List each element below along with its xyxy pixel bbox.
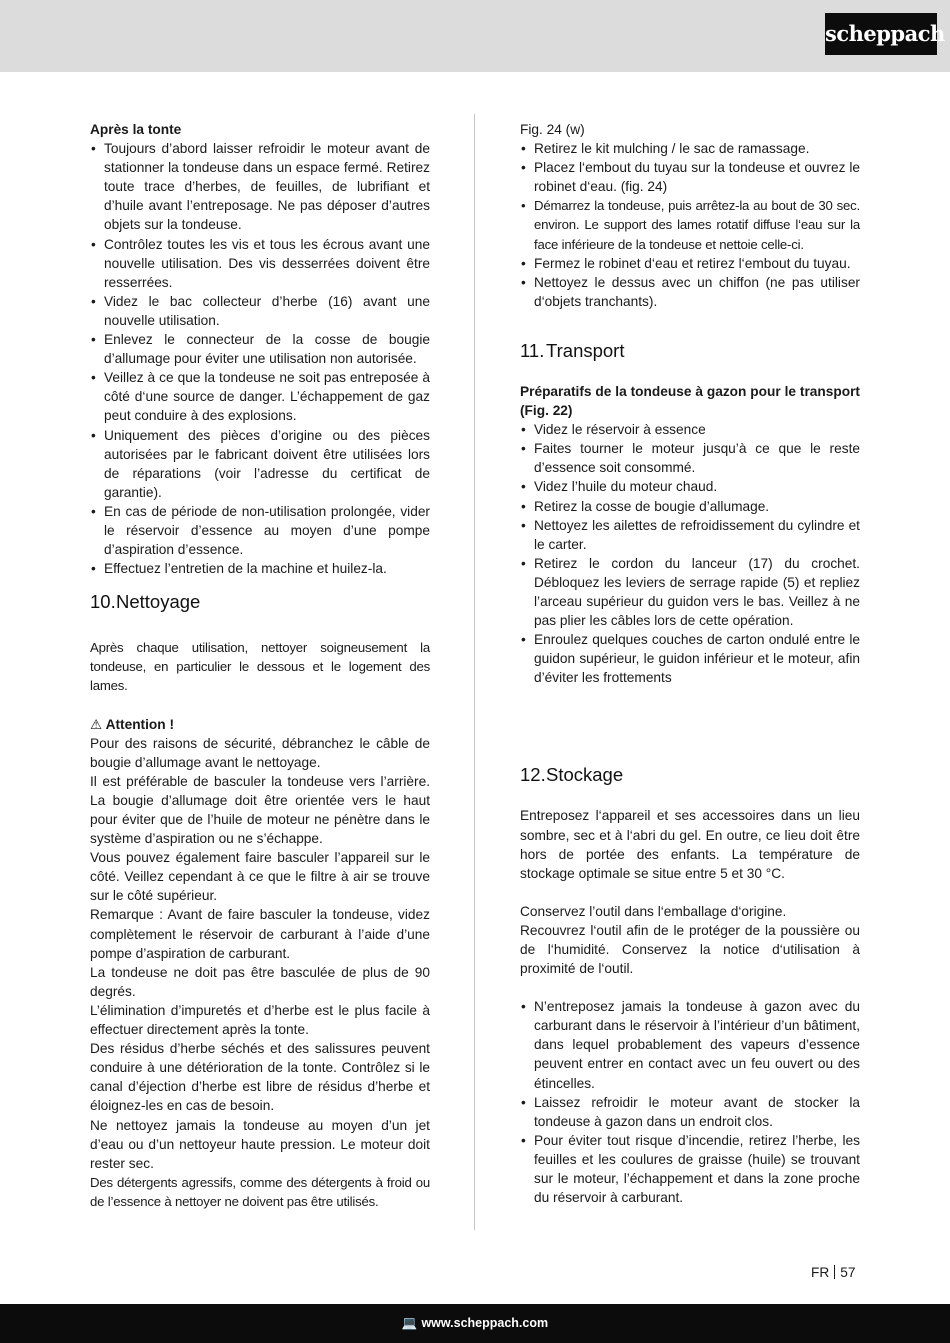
section-heading-transport (520, 339, 860, 363)
brand-logo: scheppach (825, 13, 937, 55)
header-bar (0, 0, 950, 72)
cleaning-paragraph: L’élimination d’impuretés et d’herbe est le plus facile à effectuer directement après la tonte. (90, 1002, 430, 1038)
column-divider (474, 114, 475, 1230)
cleaning-paragraph: Vous pouvez également faire basculer l’appareil sur le côté. Veillez cependant à ce que le filtre à air se trouve sur le côté supérieur. (90, 850, 430, 904)
storage-list (520, 997, 860, 1207)
storage-paragraph: Conservez l’outil dans l‘emballage d‘origine. (520, 903, 787, 919)
list-item: • Effectuez l’entretien de la machine et huilez-la. (90, 559, 430, 578)
cleaning-intro: Après chaque utilisation, nettoyer soigneusement la tondeuse, en particulier le dessous et le logement des lames. (90, 640, 430, 694)
list-item: • Uniquement des pièces d’origine ou des pièces autorisées par le fabricant doivent être utilisées lors de réparations (voir l’adresse du certificat de garantie). (90, 426, 430, 502)
page-number (811, 1265, 855, 1280)
right-column (520, 120, 860, 1207)
section-title: Nettoyage (116, 591, 201, 613)
list-item: • Retirez la cosse de bougie d’allumage. (520, 497, 860, 516)
list-item: • Videz le bac collecteur d’herbe (16) avant une nouvelle utilisation. (90, 292, 430, 330)
warning-icon: ⚠ (90, 716, 103, 732)
list-item: • Fermez le robinet d‘eau et retirez l‘embout du tuyau. (520, 254, 860, 273)
cleaning-paragraph: Ne nettoyez jamais la tondeuse au moyen d’un jet d’eau ou d’un nettoyeur haute pression. Le moteur doit rester sec. (90, 1117, 430, 1171)
list-item: • En cas de période de non-utilisation prolongée, vider le réservoir d’essence au moyen d’une pompe d’aspiration d’essence. (90, 502, 430, 559)
storage-paragraph: Entreposez l‘appareil et ses accessoires dans un lieu sombre, sec et à l‘abri du gel. En outre, ce lieu doit être hors de portée des enfants. La température de stockage optimale se situe entre 5 et 30 °C. (520, 808, 860, 881)
list-item: • Faites tourner le moteur jusqu’à ce que le reste d’essence soit consommé. (520, 439, 860, 477)
cleaning-paragraph: La tondeuse ne doit pas être basculée de plus de 90 degrés. (90, 964, 430, 999)
section-number: 10. (90, 591, 116, 613)
footer-bar (0, 1304, 950, 1343)
figure-label: Fig. 24 (w) (520, 122, 585, 137)
list-item: • Pour éviter tout risque d’incendie, retirez l’herbe, les feuilles et les coulures de graisse (huile) se trouvant sur le moteur, l’échappement et dans la zone proche du réservoir à carburant. (520, 1131, 860, 1207)
after-mowing-title: Après la tonte (90, 122, 182, 137)
page-num: 57 (840, 1265, 856, 1280)
section-title: Transport (546, 339, 625, 361)
list-item: • N’entreposez jamais la tondeuse à gazon avec du carburant dans le réservoir à l’intérieur d’un bâtiment, dans lequel probablement des vapeurs d’essence peuvent entrer en contact avec un feu ouvert ou des étincelles. (520, 997, 860, 1092)
storage-paragraph: Recouvrez l‘outil afin de le protéger de la poussière ou de l‘humidité. Conservez la notice d‘utilisation à proximité de l‘outil. (520, 922, 860, 977)
cleaning-steps-list (520, 139, 860, 311)
warning-heading (90, 715, 430, 734)
warning-label: Attention ! (105, 716, 174, 732)
list-item: • Enroulez quelques couches de carton ondulé entre le guidon supérieur, le guidon inférieur et le moteur, afin d’éviter les frottements (520, 630, 860, 687)
section-number: 11. (520, 339, 545, 361)
left-column (90, 120, 430, 1211)
list-item: • Videz le réservoir à essence (520, 420, 860, 439)
cleaning-paragraph: Pour des raisons de sécurité, débranchez le câble de bougie d’allumage avant le nettoyage. (90, 735, 430, 770)
monitor-icon: 💻 (401, 1316, 418, 1330)
list-item: • Enlevez le connecteur de la cosse de bougie d’allumage pour éviter une utilisation non autorisée. (90, 330, 430, 368)
list-item: • Contrôlez toutes les vis et tous les écrous avant une nouvelle utilisation. Des vis desserrées doivent être resserrées. (90, 235, 430, 292)
list-item: • Démarrez la tondeuse, puis arrêtez-la au bout de 30 sec. environ. Le support des lames rotatif diffuse l‘eau sur la face inférieure de la tondeuse et nettoie celle-ci. (520, 196, 860, 253)
cleaning-paragraph: Il est préférable de basculer la tondeuse vers l’arrière. La bougie d’allumage doit être orientée vers le haut pour éviter que de l’huile de moteur ne pénètre dans le système d’aspiration ou ne s’échappe. (90, 773, 430, 847)
list-item: • Nettoyez les ailettes de refroidissement du cylindre et le carter. (520, 516, 860, 554)
list-item: • Videz l’huile du moteur chaud. (520, 477, 860, 496)
footer-url[interactable]: www.scheppach.com (421, 1316, 549, 1330)
cleaning-paragraph: Des résidus d’herbe séchés et des salissures peuvent conduire à une détérioration de la tonte. Contrôlez si le canal d’éjection d’herbe est libre de résidus d’herbe et éloignez-les en cas de besoin. (90, 1041, 430, 1114)
list-item: • Laissez refroidir le moteur avant de stocker la tondeuse à gazon dans un endroit clos. (520, 1093, 860, 1131)
cleaning-paragraph: Des détergents agressifs, comme des détergents à froid ou de l’essence à nettoyer ne doivent pas être utilisés. (90, 1174, 430, 1209)
section-heading-storage (520, 763, 860, 787)
after-mowing-list (90, 139, 430, 578)
section-title: Stockage (546, 764, 624, 786)
list-item: • Toujours d’abord laisser refroidir le moteur avant de stationner la tondeuse dans un espace fermé. Retirez toute trace d’herbes, de feuilles, de lubrifiant et d’huile avant l’entreposage. Ne pas déposer d’autres objets sur la tondeuse. (90, 139, 430, 234)
list-item: • Nettoyez le dessus avec un chiffon (ne pas utiliser d‘objets tranchants). (520, 273, 860, 311)
list-item: • Veillez à ce que la tondeuse ne soit pas entreposée à côté d‘une source de danger. L’échappement de gaz peut conduire à des explosions. (90, 368, 430, 425)
page-separator (834, 1265, 835, 1279)
transport-list (520, 420, 860, 687)
cleaning-paragraph: Remarque : Avant de faire basculer la tondeuse, videz complètement le réservoir de carburant à l’aide d’une pompe d’aspiration de carburant. (90, 907, 430, 961)
section-heading-cleaning (90, 590, 430, 614)
section-number: 12. (520, 764, 546, 786)
list-item: • Retirez le cordon du lanceur (17) du crochet. Débloquez les leviers de serrage rapide (5) et repliez l’arceau supérieur du guidon vers le bas. Veillez à ne pas plier les câbles lors de cette opération. (520, 554, 860, 630)
page-lang: FR (811, 1265, 830, 1280)
list-item: • Retirez le kit mulching / le sac de ramassage. (520, 139, 860, 158)
list-item: • Placez l‘embout du tuyau sur la tondeuse et ouvrez le robinet d‘eau. (fig. 24) (520, 158, 860, 196)
transport-subtitle: Préparatifs de la tondeuse à gazon pour le transport (Fig. 22) (520, 383, 860, 419)
